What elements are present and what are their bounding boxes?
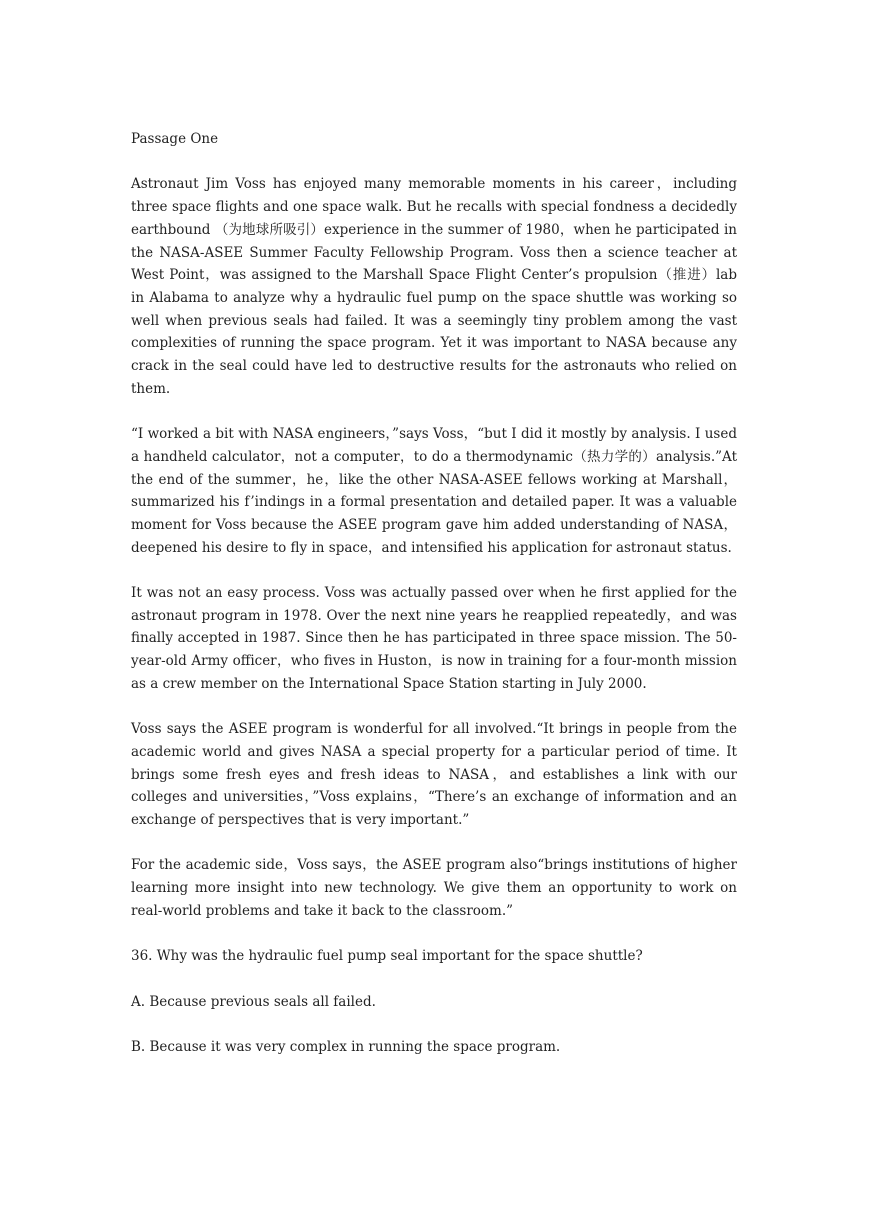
- question-36: 36. Why was the hydraulic fuel pump seal important for the space shuttle?: [131, 948, 643, 965]
- option-b: B. Because it was very complex in running the space program.: [131, 1039, 561, 1055]
- option-a: A. Because previous seals all failed.: [131, 993, 376, 1010]
- paragraph-2: “I worked a bit with NASA engineers，”says Voss，“but I did it mostly by analysis. I used a handheld calculator，not a computer，to do a thermodynamic（热力学的）analysis.”At the end of the summer，he，like the other NASA-ASEE fellows working at Marshall，summarized his f’indings in a formal presentation and detailed paper. It was a valuable moment for Voss because the ASEE program gave him added understanding of NASA，deepened his desire to fly in space，and intensified his application for astronaut status.: [131, 426, 737, 556]
- paragraph-3: It was not an easy process. Voss was actually passed over when he first applied for the astronaut program in 1978. Over the next nine years he reapplied repeatedly，and was finally accepted in 1987. Since then he has participated in three space mission. The 50-year-old Army officer，who fives in Huston，is now in training for a four-month mission as a crew member on the International Space Station starting in July 2000.: [131, 585, 737, 692]
- document-page: [131, 128, 737, 1059]
- paragraph-4: Voss says the ASEE program is wonderful for all involved.“It brings in people from the academic world and gives NASA a special property for a particular period of time. It brings some fresh eyes and fresh ideas to NASA，and establishes a link with our colleges and universities，”Voss explains，“There’s an exchange of information and an exchange of perspectives that is very important.”: [131, 721, 737, 829]
- passage-heading: Passage One: [131, 131, 219, 147]
- paragraph-5: For the academic side，Voss says，the ASEE program also“brings institutions of higher learning more insight into new technology. We give them an opportunity to work on real-world problems and take it back to the classroom.”: [131, 857, 737, 919]
- paragraph-1: Astronaut Jim Voss has enjoyed many memorable moments in his career，including three space flights and one space walk. But he recalls with special fondness a decidedly earthbound （为地球所吸引）experience in the summer of 1980，when he participated in the NASA-ASEE Summer Faculty Fellowship Program. Voss then a science teacher at West Point，was assigned to the Marshall Space Flight Center’s propulsion（推进）lab in Alabama to analyze why a hydraulic fuel pump on the space shuttle was working so well when previous seals had failed. It was a seemingly tiny problem among the vast complexities of running the space program. Yet it was important to NASA because any crack in the seal could have led to destructive results for the astronauts who relied on them.: [131, 176, 737, 397]
